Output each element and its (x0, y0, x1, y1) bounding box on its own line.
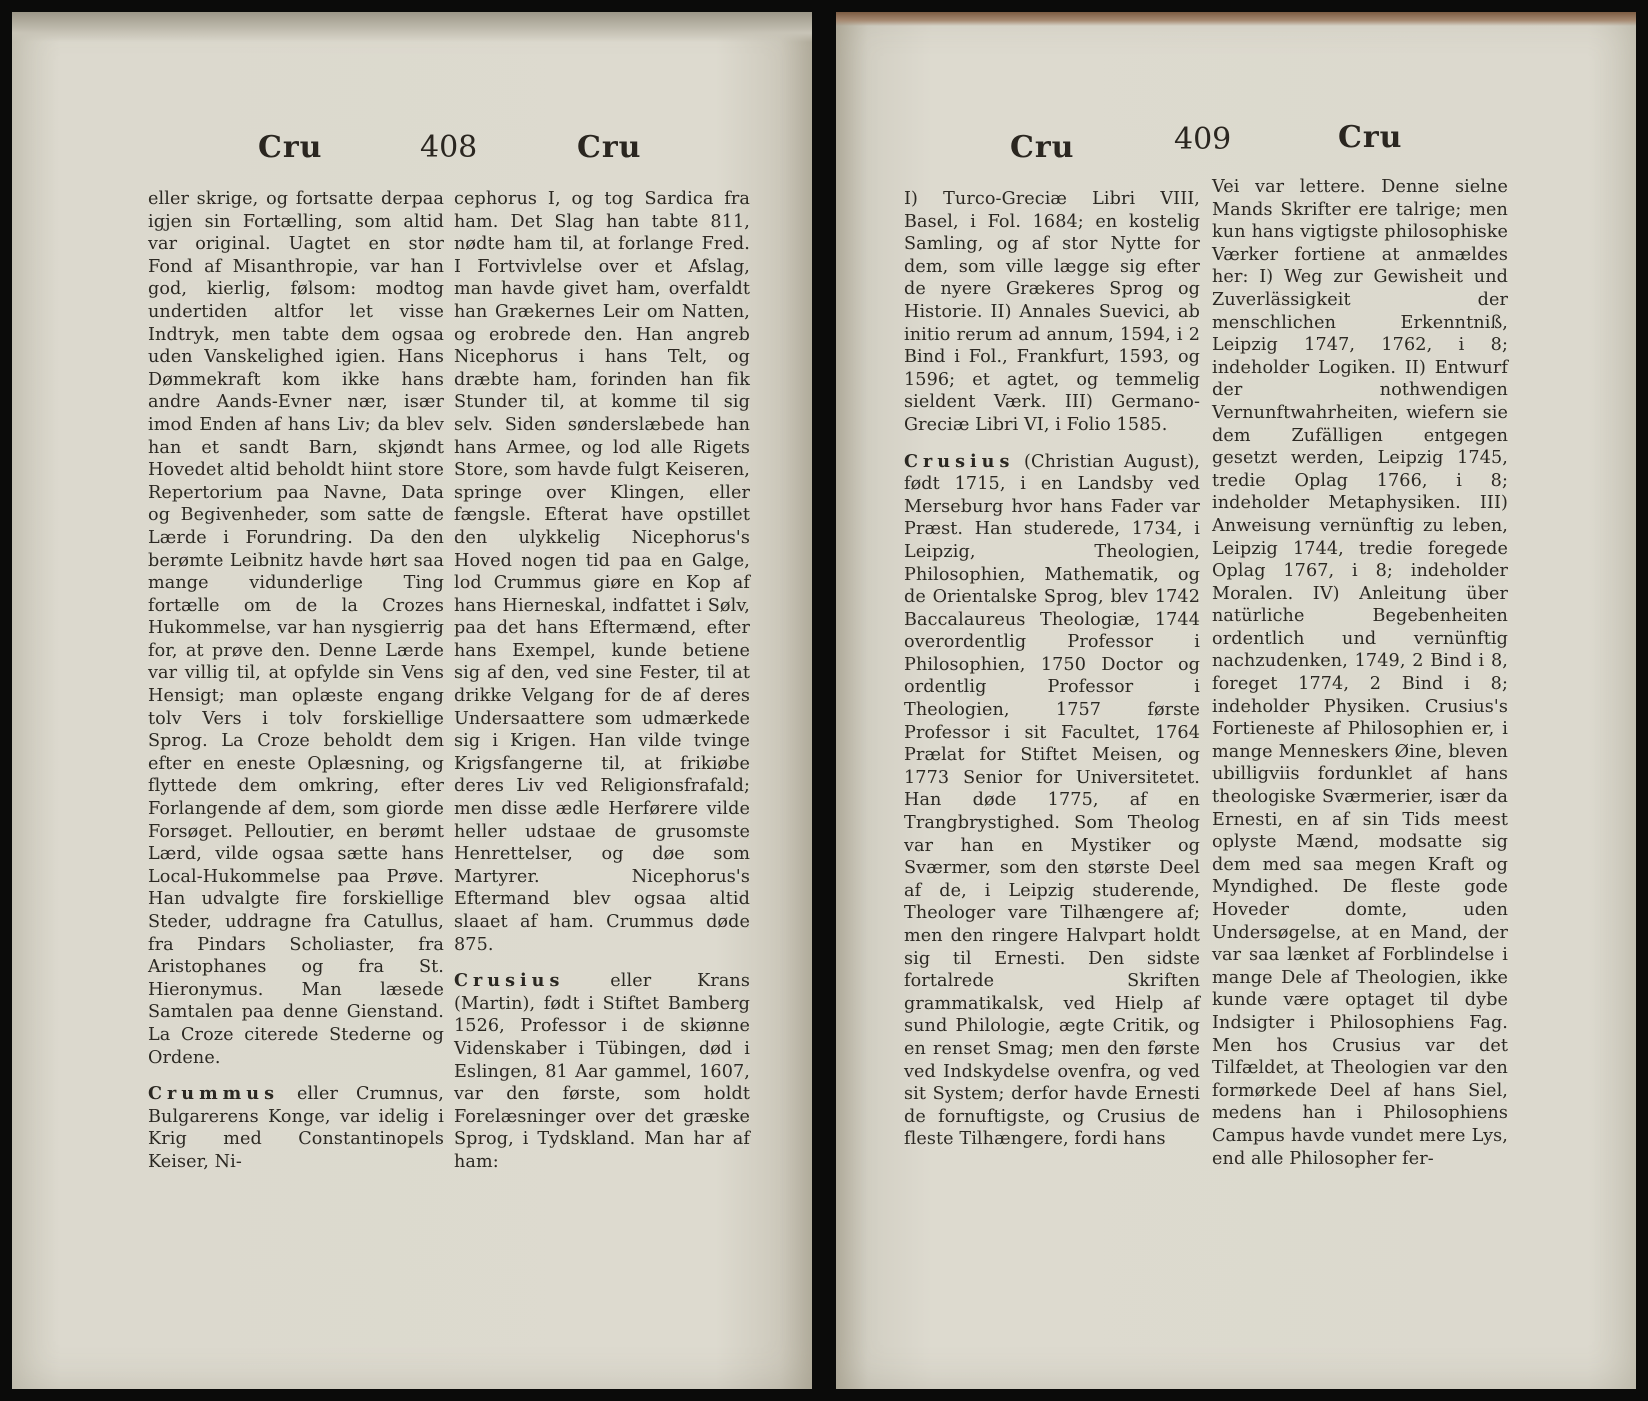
right-header-headword-left: Cru (1010, 130, 1075, 165)
entry-crummus-headword: Crummus (148, 1083, 279, 1105)
right-column-2 (1212, 176, 1508, 1170)
entry-crusius-martin-headword: Crusius (454, 970, 565, 992)
left-col2-paragraph: cephorus I, og tog Sardica fra ham. Det Slag han tabte 811, nødte ham til, at forlange Fred. I Fortvivlelse over et Afslag, man havde givet ham, overfaldt han Grækernes Leir om Natten, og erobrede den. Han angreb Nicephorus i hans Telt, og dræbte ham, forinden han fik Stunder til, at komme til sig selv. Siden sønderslæbede han hans Armee, og lod alle Rigets Store, som havde fulgt Keiseren, springe over Klingen, eller fængsle. Efterat have opstillet den ulykkelig Nicephorus's Hoved nogen tid paa en Galge, lod Crummus giøre en Kop af hans Hierneskal, indfattet i Sølv, paa det hans Eftermænd, efter hans Exempel, kunde betiene sig af den, ved sine Fester, til at drikke Velgang for de af deres Undersaattere som udmærkede sig i Krigen. Han vilde tvinge Krigsfangerne til, at frikiøbe deres Liv ved Religionsfrafald; men disse ædle Herførere vilde heller udstaae de grusomste Henrettelser, og døe som Martyrer. Nicephorus's Eftermand blev ogsaa altid slaaet af ham. Crummus døde 875. (454, 189, 750, 955)
right-col1-paragraph: I) Turco-Greciæ Libri VIII, Basel, i Fol. 1684; en kostelig Samling, og af stor Nytte for dem, som ville lægge sig efter de nyere Grækeres Sprog og Historie. II) Annales Suevici, ab initio rerum ad annum, 1594, i 2 Bind i Fol., Frankfurt, 1593, og 1596; et agtet, og temmelig sieldent Værk. III) Germano-Greciæ Libri VI, i Folio 1585. (904, 189, 1200, 435)
left-header-headword-right: Cru (577, 130, 642, 165)
left-column-1 (148, 188, 444, 1174)
entry-crusius-christian-headword: Crusius (904, 450, 1015, 472)
left-page (12, 12, 812, 1389)
entry-crusius-martin-body: eller Krans (Martin), født i Stiftet Bamberg 1526, Professor i de skiønne Videnskaber i Tübingen, død i Eslingen, 81 Aar gammel, 1607, var den første, som holdt Forelæsninger over det græske Sprog, i Tydskland. Man har af ham: (454, 971, 750, 1172)
left-header-headword-left: Cru (258, 130, 323, 165)
entry-crusius-christian (904, 451, 1200, 1151)
left-column-2 (454, 188, 750, 1174)
entry-crusius-christian-body: (Christian August), født 1715, i en Landsby ved Merseburg hvor hans Fader var Præst. Han studerede, 1734, i Leipzig, Theologien, Philosophien, Mathematik, og de Orientalske Sprog, blev 1742 Baccalaureus Theologiæ, 1744 overordentlig Professor i Philosophien, 1750 Doctor og ordentlig Professor i Theologien, 1757 første Professor i sit Facultet, 1764 Prælat for Stiftet Meisen, og 1773 Senior for Universitetet. Han døde 1775, af en Trangbrystighed. Som Theolog var han en Mystiker og Sværmer, som den største Deel af de, i Leipzig studerende, Theologer vare Tilhængere af; men den ringere Halvpart holdt sig til Ernesti. Den sidste fortalrede Skriften grammatikalsk, ved Hielp af sund Philologie, ægte Critik, og en renset Smag; men den første ved Indskydelse ovenfra, og ved sit System; derfor havde Ernesti de fornuftigste, og Crusius de fleste Tilhængere, fordi hans (904, 451, 1200, 1150)
right-column-1 (904, 188, 1200, 1151)
left-page-number: 408 (420, 130, 478, 165)
right-page (836, 12, 1636, 1389)
entry-crusius-martin (454, 970, 750, 1173)
right-col2-paragraph: Vei var lettere. Denne sielne Mands Skrifter ere talrige; men kun hans vigtigste philosophiske Værker fortiene at anmældes her: I) Weg zur Gewisheit und Zuverlässigkeit der menschlichen Erkenntniß, Leipzig 1747, 1762, i 8; indeholder Logiken. II) Entwurf der nothwendigen Vernunftwahrheiten, wiefern sie dem Zufälligen entgegen gesetzt werden, Leipzig 1745, tredie Oplag 1766, i 8; indeholder Metaphysiken. III) Anweisung vernünftig zu leben, Leipzig 1744, tredie foregede Oplag 1767, i 8; indeholder Moralen. IV) Anleitung über natürliche Begebenheiten ordentlich und vernünftig nachzudenken, 1749, 2 Bind i 8, foreget 1774, 2 Bind i 8; indeholder Physiken. Crusius's Fortieneste af Philosophien er, i mange Menneskers Øine, bleven ubilligviis fordunklet af hans theologiske Sværmerier, især da Ernesti, en af sin Tids meest oplyste Mænd, modsatte sig dem med saa megen Kraft og Myndighed. De fleste gode Hoveder domte, uden Undersøgelse, at en Mand, der var saa lænket af Forblindelse i mange Dele af Theologien, ikke kunde være optaget til dybe Indsigter i Philosophiens Fag. Men hos Crusius var det Tilfældet, at Theologien var den formørkede Deel af hans Siel, medens han i Philosophiens Campus havde vundet mere Lys, end alle Philosopher fer- (1212, 177, 1508, 1169)
right-running-header (836, 120, 1636, 174)
right-page-number: 409 (1174, 122, 1232, 157)
right-header-headword-right: Cru (1338, 120, 1403, 155)
left-col1-paragraph: eller skrige, og fortsatte derpaa igjen sin Fortælling, som altid var original. Uagtet en stor Fond af Misanthropie, var han god, kierlig, følsom: modtog undertiden altfor let visse Indtryk, men tabte dem ogsaa uden Vanskelighed igien. Hans Dømmekraft kom ikke hans andre Aands-Evner nær, især imod Enden af hans Liv; da blev han et sandt Barn, skjøndt Hovedet altid beholdt hiint store Repertorium paa Navne, Data og Begivenheder, som satte de Lærde i Forundring. Da den berømte Leibnitz havde hørt saa mange vidunderlige Ting fortælle om de la Crozes Hukommelse, var han nysgierrig for, at prøve den. Denne Lærde var villig til, at opfylde sin Vens Hensigt; man oplæste engang tolv Vers i tolv forskiellige Sprog. La Croze beholdt dem efter en eneste Oplæsning, og flyttede dem omkring, efter Forlangende af dem, som giorde Forsøget. Pelloutier, en berømt Lærd, vilde ogsaa sætte hans Local-Hukommelse paa Prøve. Han udvalgte fire forskiellige Steder, uddragne fra Catullus, fra Pindars Scholiaster, fra Aristophanes og fra St. Hieronymus. Man læsede Samtalen paa denne Gienstand. La Croze citerede Stederne og Ordene. (148, 189, 444, 1068)
entry-crummus-body: eller Crumnus, Bulgarerens Konge, var idelig i Krig med Constantinopels Keiser, Ni- (148, 1084, 444, 1172)
left-running-header (12, 130, 812, 174)
entry-crummus (148, 1083, 444, 1173)
